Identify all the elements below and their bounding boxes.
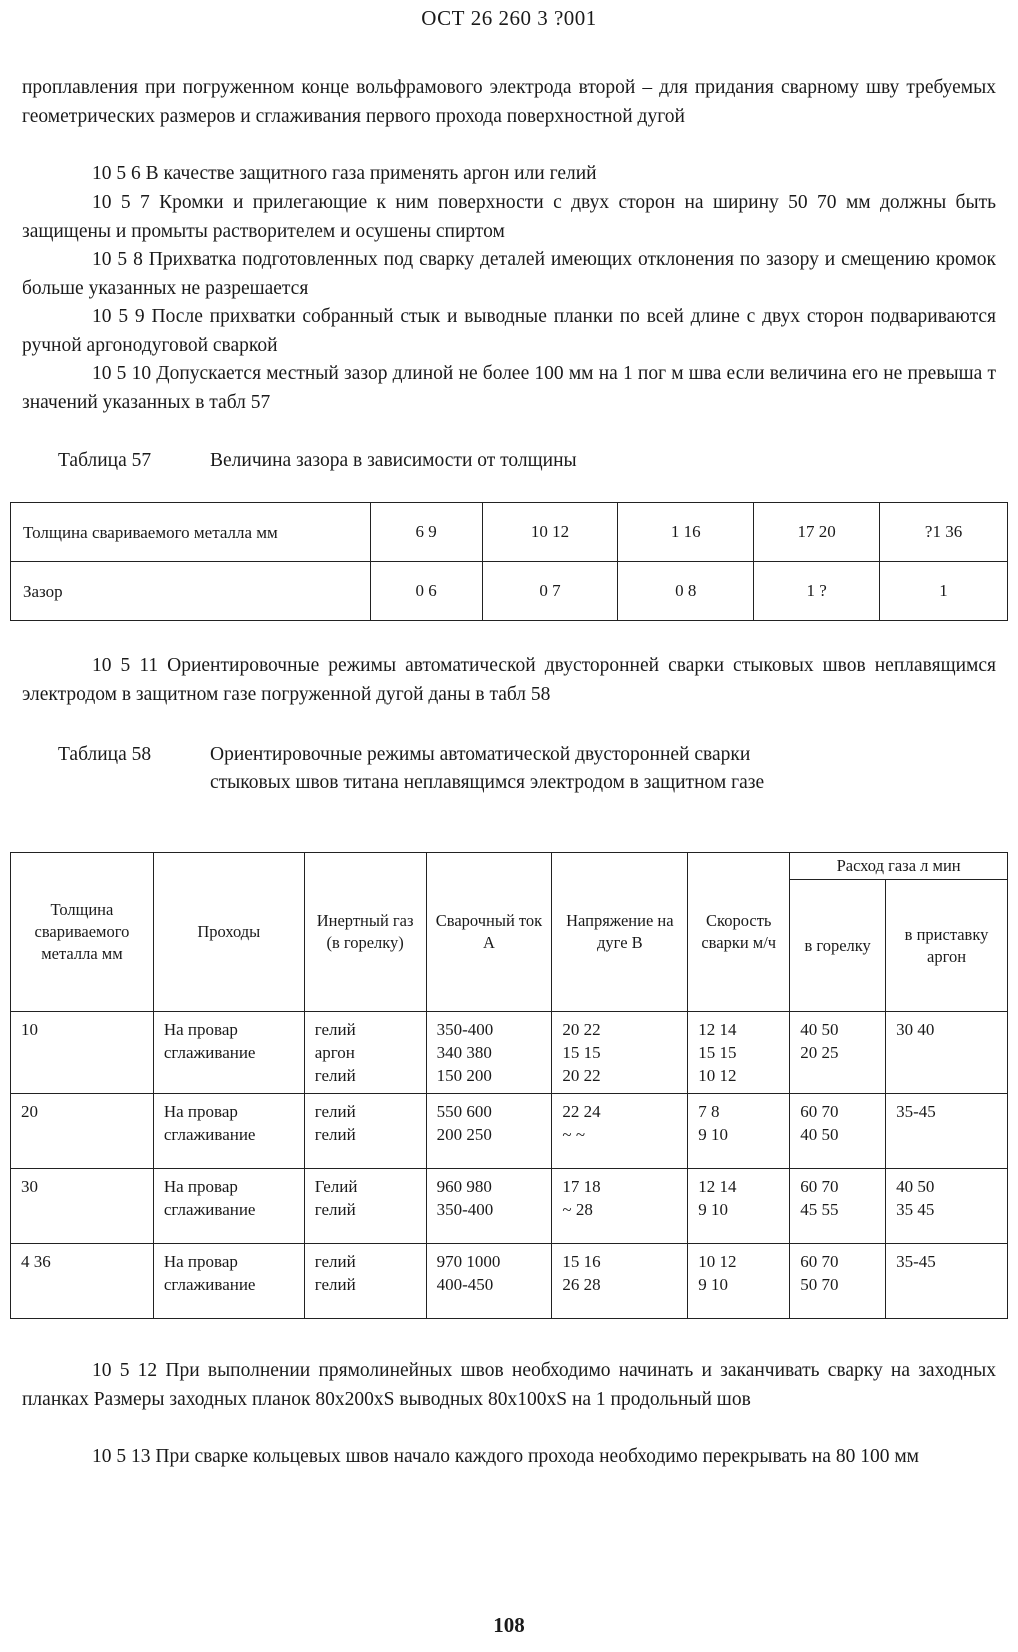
table57-cell: 0 7 bbox=[482, 562, 618, 621]
paragraph-10-5-11: 10 5 11 Ориентировочные режимы автоматической двусторонней сварки стыковых швов неплавящимся электродом в защитном газе погруженной дугой даны в табл 58 bbox=[22, 655, 996, 705]
cell-line: На провар bbox=[163, 1102, 238, 1121]
cell-line: 9 10 bbox=[698, 1200, 729, 1219]
table57-caption-title: Величина зазора в зависимости от толщины bbox=[210, 450, 577, 471]
cell-line: гелий bbox=[314, 1125, 356, 1144]
paragraph-10-5-7: 10 5 7 Кромки и прилегающие к ним поверхности с двух сторон на ширину 50 70 мм должны быть защищены и промыты растворителем и осушены спиртом bbox=[22, 192, 996, 242]
cell-voltage bbox=[552, 1094, 688, 1169]
cell-line: 40 50 bbox=[800, 1020, 839, 1039]
document-header: ОСТ 26 260 3 ?001 bbox=[421, 6, 597, 30]
cell-line: 40 50 bbox=[800, 1125, 839, 1144]
table57-cell: 10 12 bbox=[482, 503, 618, 562]
cell-line: 22 24 bbox=[562, 1102, 601, 1121]
cell-current bbox=[426, 1094, 552, 1169]
cell-speed bbox=[688, 1094, 790, 1169]
table-row bbox=[11, 1012, 1008, 1094]
table-57 bbox=[10, 502, 1008, 621]
cell-current bbox=[426, 1169, 552, 1244]
table58-caption bbox=[0, 741, 1018, 801]
header-inert-gas: Инертный газ (в горелку) bbox=[304, 853, 426, 1012]
cell-passes bbox=[153, 1169, 304, 1244]
cell-line: аргон bbox=[314, 1043, 355, 1062]
cell-line: 35-45 bbox=[896, 1252, 936, 1271]
cell-line: 960 980 bbox=[436, 1177, 492, 1196]
cell-speed bbox=[688, 1012, 790, 1094]
cell-line: 200 250 bbox=[436, 1125, 492, 1144]
cell-line: сглаживание bbox=[163, 1125, 256, 1144]
paragraph-10-5-6: 10 5 6 В качестве защитного газа применять аргон или гелий bbox=[92, 163, 597, 184]
cell-line: 26 28 bbox=[562, 1275, 601, 1294]
cell-speed bbox=[688, 1169, 790, 1244]
cell-line: 12 14 bbox=[698, 1020, 737, 1039]
cell-thickness: 4 36 bbox=[11, 1244, 154, 1319]
cell-torch-flow bbox=[790, 1012, 886, 1094]
table58-caption-number: Таблица 58 bbox=[58, 744, 152, 765]
cell-line: 150 200 bbox=[436, 1066, 492, 1085]
cell-line: 60 70 bbox=[800, 1252, 839, 1271]
cell-torch-flow bbox=[790, 1244, 886, 1319]
cell-current bbox=[426, 1244, 552, 1319]
cell-line: 20 22 bbox=[562, 1066, 601, 1085]
page-number: 108 bbox=[493, 1613, 525, 1637]
paragraph-10-5-13: 10 5 13 При сварке кольцевых швов начало каждого прохода необходимо перекрывать на 80 100 мм bbox=[92, 1446, 919, 1467]
cell-voltage bbox=[552, 1244, 688, 1319]
cell-line: 350-400 bbox=[436, 1020, 494, 1039]
cell-gas bbox=[304, 1012, 426, 1094]
cell-line: 20 25 bbox=[800, 1043, 839, 1062]
table57-cell: ?1 36 bbox=[880, 503, 1008, 562]
table-row bbox=[11, 1169, 1008, 1244]
cell-line: 12 14 bbox=[698, 1177, 737, 1196]
cell-speed bbox=[688, 1244, 790, 1319]
table-58 bbox=[10, 852, 1008, 1319]
cell-line: 10 12 bbox=[698, 1252, 737, 1271]
cell-line: На провар bbox=[163, 1252, 238, 1271]
paragraph-continuation: проплавления при погруженном конце вольфрамового электрода второй – для придания сварному шву требуемых геометрических размеров и сглаживания первого прохода поверхностной дугой bbox=[22, 77, 996, 127]
cell-line: гелий bbox=[314, 1102, 356, 1121]
paragraph-10-5-8: 10 5 8 Прихватка подготовленных под сварку деталей имеющих отклонения по зазору и смещению кромок больше указанных не разрешается bbox=[22, 249, 996, 299]
table-row bbox=[11, 503, 1008, 562]
header-to-torch: в горелку bbox=[790, 880, 886, 1012]
table57-cell: 6 9 bbox=[370, 503, 482, 562]
cell-line: 15 16 bbox=[562, 1252, 601, 1271]
cell-line: 30 40 bbox=[896, 1020, 935, 1039]
cell-line: гелий bbox=[314, 1275, 356, 1294]
table58-caption-line2: стыковых швов титана неплавящимся электродом в защитном газе bbox=[210, 772, 765, 793]
cell-thickness: 20 bbox=[11, 1094, 154, 1169]
cell-line: гелий bbox=[314, 1252, 356, 1271]
table-row bbox=[11, 1244, 1008, 1319]
header-passes: Проходы bbox=[153, 853, 304, 1012]
cell-thickness: 10 bbox=[11, 1012, 154, 1094]
paragraph-10-5-12: 10 5 12 При выполнении прямолинейных швов необходимо начинать и заканчивать сварку на заходных планках Размеры заходных планок 80х200хS выводных 80х100хS на 1 продольный шов bbox=[22, 1360, 996, 1410]
cell-thickness: 30 bbox=[11, 1169, 154, 1244]
cell-voltage bbox=[552, 1169, 688, 1244]
cell-line: 350-400 bbox=[436, 1200, 494, 1219]
table57-caption-number: Таблица 57 bbox=[58, 450, 152, 471]
table57-cell: 17 20 bbox=[754, 503, 880, 562]
table57-row-label-thickness: Толщина свариваемого металла мм bbox=[11, 503, 371, 562]
cell-gas bbox=[304, 1244, 426, 1319]
cell-attachment-flow bbox=[886, 1244, 1008, 1319]
paragraph-10-5-9: 10 5 9 После прихватки собранный стык и выводные планки по всей длине с двух сторон подвариваются ручной аргонодуговой сваркой bbox=[22, 306, 996, 356]
cell-gas bbox=[304, 1169, 426, 1244]
table57-cell: 0 8 bbox=[618, 562, 754, 621]
cell-line: ~ ~ bbox=[562, 1125, 586, 1144]
cell-attachment-flow bbox=[886, 1169, 1008, 1244]
cell-torch-flow bbox=[790, 1094, 886, 1169]
header-voltage: Напряжение на дуге В bbox=[552, 853, 688, 1012]
cell-torch-flow bbox=[790, 1169, 886, 1244]
cell-voltage bbox=[552, 1012, 688, 1094]
cell-line: 970 1000 bbox=[436, 1252, 501, 1271]
header-gas-flow: Расход газа л мин bbox=[790, 853, 1008, 880]
table-row bbox=[11, 562, 1008, 621]
cell-line: 17 18 bbox=[562, 1177, 601, 1196]
cell-line: 60 70 bbox=[800, 1177, 839, 1196]
table57-cell: 1 16 bbox=[618, 503, 754, 562]
cell-line: 35-45 bbox=[896, 1102, 936, 1121]
cell-line: Гелий bbox=[314, 1177, 358, 1196]
cell-line: 550 600 bbox=[436, 1102, 492, 1121]
cell-attachment-flow bbox=[886, 1094, 1008, 1169]
cell-line: На провар bbox=[163, 1177, 238, 1196]
cell-passes bbox=[153, 1094, 304, 1169]
cell-line: 10 12 bbox=[698, 1066, 737, 1085]
table57-cell: 1 bbox=[880, 562, 1008, 621]
cell-line: ~ 28 bbox=[562, 1200, 593, 1219]
cell-line: гелий bbox=[314, 1020, 356, 1039]
cell-line: гелий bbox=[314, 1066, 356, 1085]
table57-cell: 1 ? bbox=[754, 562, 880, 621]
cell-line: 35 45 bbox=[896, 1200, 935, 1219]
cell-line: 9 10 bbox=[698, 1125, 729, 1144]
cell-line: 45 55 bbox=[800, 1200, 839, 1219]
table-header-row bbox=[11, 853, 1008, 880]
cell-line: 15 15 bbox=[562, 1043, 601, 1062]
cell-line: На провар bbox=[163, 1020, 238, 1039]
cell-line: 9 10 bbox=[698, 1275, 729, 1294]
table-row bbox=[11, 1094, 1008, 1169]
header-to-attachment: в приставку аргон bbox=[886, 880, 1008, 1012]
header-current: Сварочный ток А bbox=[426, 853, 552, 1012]
table57-cell: 0 6 bbox=[370, 562, 482, 621]
cell-passes bbox=[153, 1244, 304, 1319]
table58-caption-line1: Ориентировочные режимы автоматической двусторонней сварки bbox=[210, 744, 751, 765]
cell-line: 15 15 bbox=[698, 1043, 737, 1062]
cell-line: 400-450 bbox=[436, 1275, 494, 1294]
cell-attachment-flow bbox=[886, 1012, 1008, 1094]
cell-line: сглаживание bbox=[163, 1200, 256, 1219]
cell-line: 340 380 bbox=[436, 1043, 492, 1062]
header-thickness: Толщина свариваемого металла мм bbox=[11, 853, 154, 1012]
cell-line: сглаживание bbox=[163, 1275, 256, 1294]
cell-passes bbox=[153, 1012, 304, 1094]
cell-line: гелий bbox=[314, 1200, 356, 1219]
cell-line: 20 22 bbox=[562, 1020, 601, 1039]
cell-current bbox=[426, 1012, 552, 1094]
header-speed: Скорость сварки м/ч bbox=[688, 853, 790, 1012]
cell-line: 7 8 bbox=[698, 1102, 720, 1121]
cell-line: 40 50 bbox=[896, 1177, 935, 1196]
cell-line: 50 70 bbox=[800, 1275, 839, 1294]
cell-line: 60 70 bbox=[800, 1102, 839, 1121]
paragraph-10-5-10: 10 5 10 Допускается местный зазор длиной не более 100 мм на 1 пог м шва если величина его не превыша т значений указанных в табл 57 bbox=[22, 363, 996, 413]
table57-row-label-gap: Зазор bbox=[11, 562, 371, 621]
cell-line: сглаживание bbox=[163, 1043, 256, 1062]
cell-gas bbox=[304, 1094, 426, 1169]
